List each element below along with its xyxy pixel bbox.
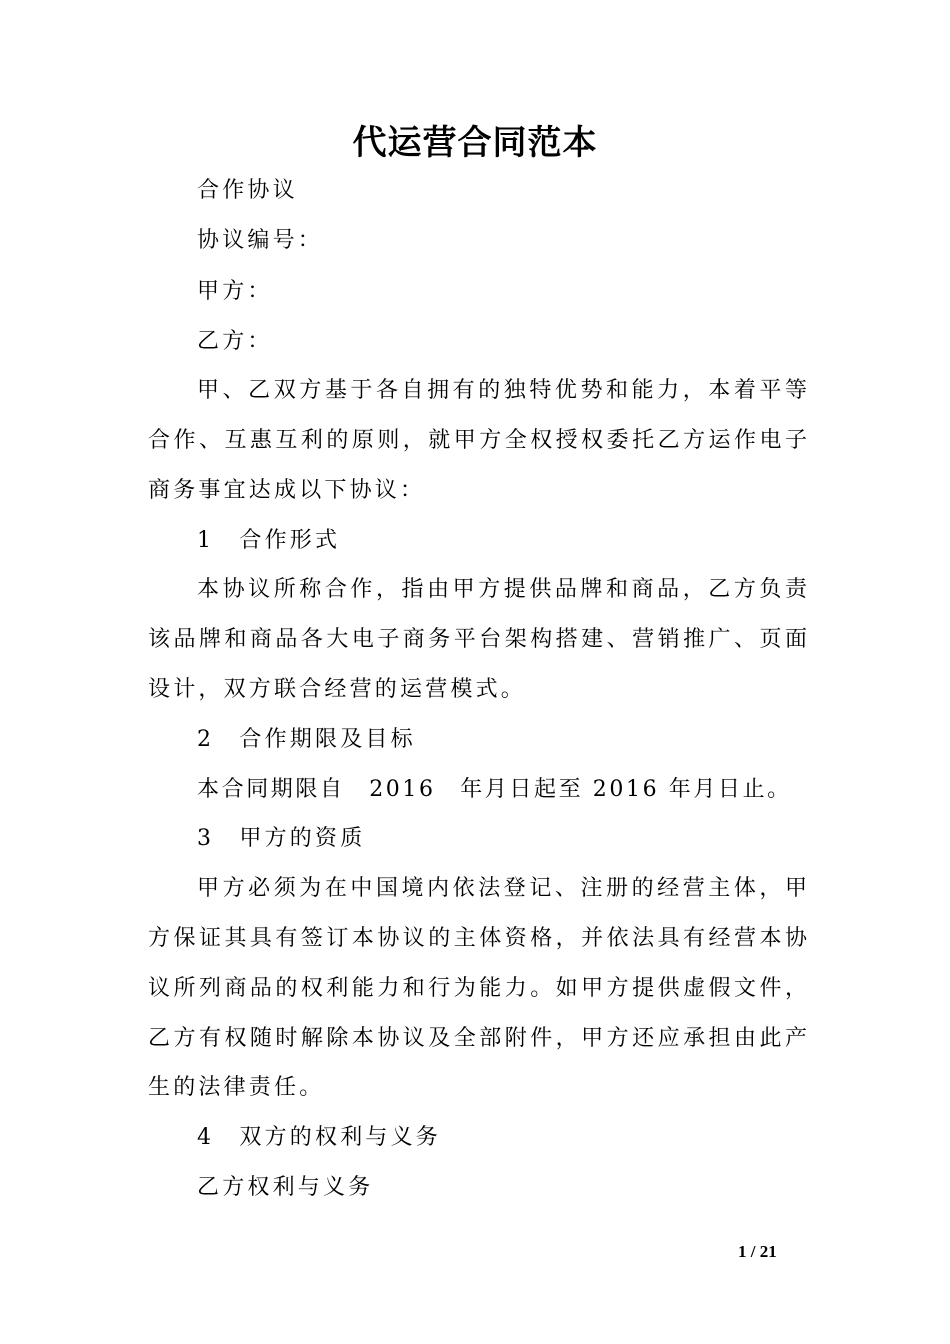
field-agreement-number: 协议编号： (197, 228, 324, 253)
subsection-heading: 乙方权利与义务 (197, 1175, 374, 1200)
section-heading: 1 合作形式 (197, 528, 341, 553)
paragraph-line: 该品牌和商品各大电子商务平台架构搭建、营销推广、页面 (148, 627, 807, 652)
document-title: 代运营合同范本 (352, 123, 598, 163)
paragraph-line: 本合同期限自 2016 年月日起至 2016 年月日止。 (197, 777, 792, 802)
paragraph-line: 本协议所称合作，指由甲方提供品牌和商品，乙方负责 (197, 577, 807, 602)
paragraph-line: 商务事宜达成以下协议： (148, 478, 426, 503)
paragraph-line: 合作、互惠互利的原则，就甲方全权授权委托乙方运作电子 (148, 428, 807, 453)
field-party-b: 乙方： (197, 329, 273, 354)
paragraph-line: 议所列商品的权利能力和行为能力。如甲方提供虚假文件， (148, 976, 807, 1001)
paragraph-line: 甲、乙双方基于各自拥有的独特优势和能力，本着平等 (197, 378, 807, 403)
field-party-a: 甲方： (197, 279, 273, 304)
section-heading: 4 双方的权利与义务 (197, 1125, 441, 1150)
heading-line: 合作协议 (197, 178, 298, 203)
paragraph-line: 设计，双方联合经营的运营模式。 (148, 677, 527, 702)
paragraph-line: 甲方必须为在中国境内依法登记、注册的经营主体，甲 (197, 876, 807, 901)
page-number: 1 / 21 (738, 1242, 777, 1261)
paragraph-line: 生的法律责任。 (148, 1075, 325, 1100)
section-heading: 3 甲方的资质 (197, 826, 366, 851)
section-heading: 2 合作期限及目标 (197, 727, 416, 752)
paragraph-line: 乙方有权随时解除本协议及全部附件，甲方还应承担由此产 (148, 1026, 807, 1051)
paragraph-line: 方保证其具有签订本协议的主体资格，并依法具有经营本协 (148, 926, 807, 951)
